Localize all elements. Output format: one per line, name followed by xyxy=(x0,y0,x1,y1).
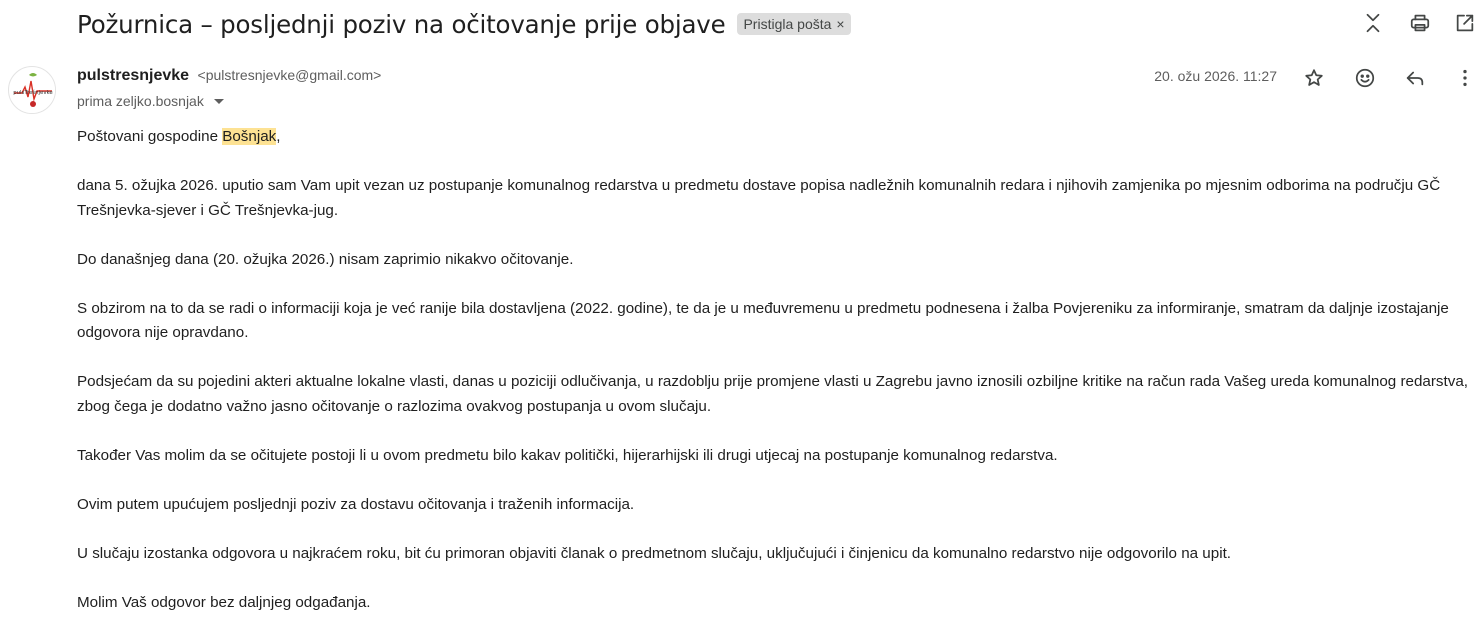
avatar-logo-text: pulsTrešnjevke xyxy=(13,90,53,96)
recipients-text: prima zeljko.bosnjak xyxy=(77,93,204,109)
sender-avatar[interactable] xyxy=(8,66,56,114)
body-paragraph: Molim Vaš odgovor bez daljnjeg odgađanja. xyxy=(77,593,371,611)
open-in-new-window-icon[interactable] xyxy=(1451,9,1479,37)
email-body xyxy=(77,125,1477,640)
print-icon[interactable] xyxy=(1406,9,1434,37)
pulstresnjevke-logo xyxy=(9,67,56,114)
body-paragraph: S obzirom na to da se radi o informaciji koja je već ranije bila dostavljena (2022. godine), te da je u međuvremenu u predmetu podnesena i žalba Povjereniku za informiranje, smatram da daljnje izostajanje odgovora nije opravdano. xyxy=(77,299,1449,341)
body-paragraph: Također Vas molim da se očitujete postoji li u ovom predmetu bilo kakav politički, hijerarhijski ili drugi utjecaj na postupanje komunalnog redarstva. xyxy=(77,446,1058,464)
remove-label-button[interactable]: × xyxy=(836,15,845,32)
sender-name[interactable]: pulstresnjevke xyxy=(77,67,190,84)
body-paragraph: Ovim putem upućujem posljednji poziv za dostavu očitovanja i traženih informacija. xyxy=(77,495,635,513)
greeting xyxy=(77,125,1477,150)
label-chip-inbox[interactable] xyxy=(737,13,850,35)
greeting-suffix: , xyxy=(276,128,281,145)
email-subject: Požurnica – posljednji poziv na očitovanje prije objave xyxy=(77,9,726,39)
body-paragraph: dana 5. ožujka 2026. uputio sam Vam upit vezan uz postupanje komunalnog redarstva u predmetu dostave popisa nadležnih komunalnih redara i njihovih zamjenika po mjesnim odborima na području GČ Trešnjevka-sjever i GČ Trešnjevka-jug. xyxy=(77,177,1441,219)
collapse-all-icon[interactable] xyxy=(1359,9,1387,37)
sender-line xyxy=(77,67,381,85)
subject-row xyxy=(77,6,851,42)
label-chip-text: Pristigla pošta xyxy=(743,15,832,32)
sender-email: <pulstresnjevke@gmail.com> xyxy=(197,67,382,83)
reply-icon[interactable] xyxy=(1401,64,1429,92)
highlighted-surname: Bošnjak xyxy=(222,128,277,145)
body-paragraph: Do današnjeg dana (20. ožujka 2026.) nisam zaprimio nikakvo očitovanje. xyxy=(77,250,574,268)
body-paragraph: Podsjećam da su pojedini akteri aktualne lokalne vlasti, danas u poziciji odlučivanja, u razdoblju prije promjene vlasti u Zagrebu javno iznosili ozbiljne kritike na račun rada Vašeg ureda komunalnog redarstva, zbog čega je dodatno važno jasno očitovanje o razlozima ovakvog postupanja u ovom slučaju. xyxy=(77,373,1468,415)
star-icon[interactable] xyxy=(1300,64,1328,92)
email-date: 20. ožu 2026. 11:27 xyxy=(1154,68,1277,84)
recipient-details xyxy=(77,93,224,109)
body-paragraph: U slučaju izostanka odgovora u najkraćem roku, bit ću primoran objaviti članak o predmetnom slučaju, uključujući i činjenicu da komunalno redarstvo nije odgovorilo na upit. xyxy=(77,544,1232,562)
chevron-down-icon[interactable] xyxy=(214,99,224,104)
more-options-icon[interactable] xyxy=(1451,64,1479,92)
greeting-prefix: Poštovani gospodine xyxy=(77,128,223,145)
emoji-reaction-icon[interactable] xyxy=(1351,64,1379,92)
